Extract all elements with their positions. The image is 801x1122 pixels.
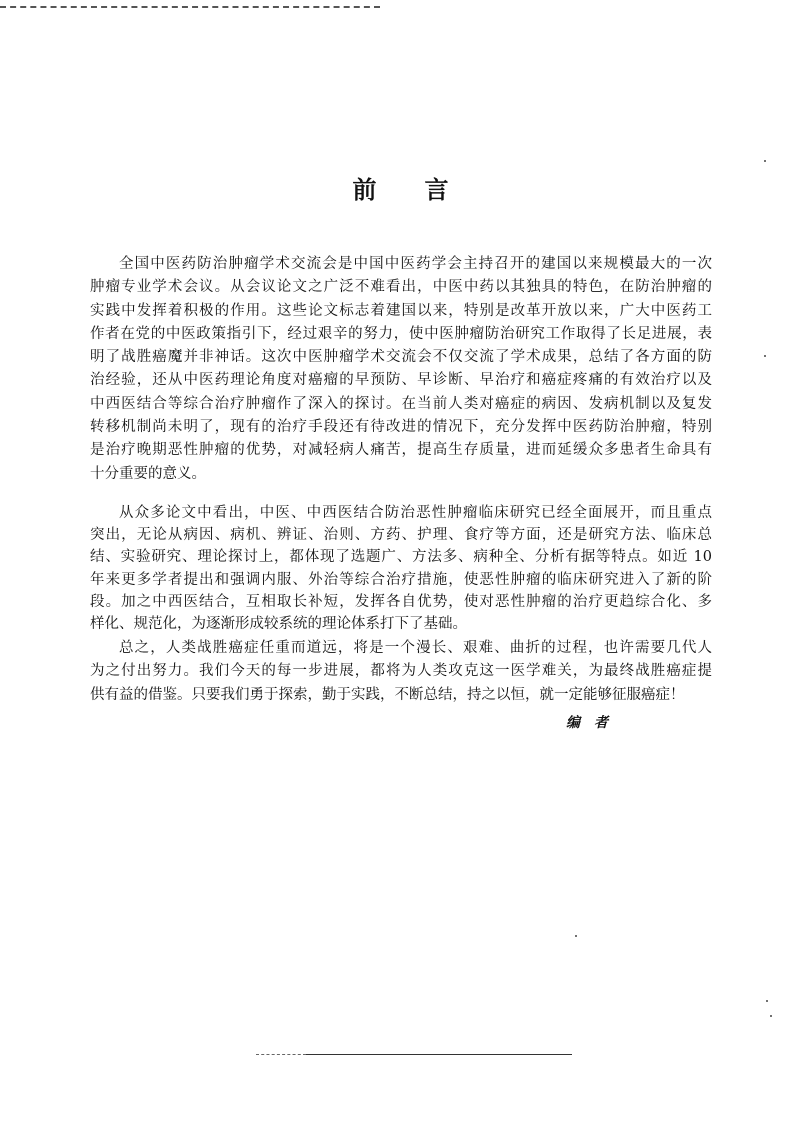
text-line: 结、实验研究、理论探讨上，都体现了选题广、方法多、病种全、分析有据等特点。如近 10 [90,549,712,566]
text-line: 治经验，还从中医药理论角度对癌瘤的早预防、早诊断、早治疗和癌症疼痛的有效治疗以及 [90,372,712,389]
text-line: 作者在党的中医政策指引下，经过艰辛的努力，使中医肿瘤防治研究工作取得了长足进展，表 [90,325,712,342]
title-char-2: 言 [424,175,449,204]
text-line: 突出，无论从病因、病机、辨证、治则、方药、护理、食疗等方面，还是研究方法、临床总 [90,527,712,544]
text-line: 转移机制尚未明了，现有的治疗手段还有待改进的情况下，充分发挥中医药防治肿瘤，特别 [90,419,712,436]
text-line: 样化、规范化，为逐渐形成较系统的理论体系打下了基础。 [90,615,467,632]
scan-top-dashed-edge [0,6,380,8]
scan-speck [764,355,766,357]
bottom-rule [262,1054,572,1055]
bottom-dashed-rule [256,1054,306,1055]
text-line: 从众多论文中看出，中医、中西医结合防治恶性肿瘤临床研究已经全面展开，而且重点 [119,505,712,521]
text-line: 十分重要的意义。 [90,465,206,482]
text-line: 全国中医药防治肿瘤学术交流会是中国中医药学会主持召开的建国以来规模最大的一次 [119,256,712,272]
scan-speck [770,1015,772,1017]
page-title [0,170,801,205]
text-line: 为之付出努力。我们今天的每一步进展，都将为人类攻克这一医学难关，为最终战胜癌症提 [90,663,712,680]
text-line: 段。加之中西医结合，互相取长补短，发挥各自优势，使对恶性肿瘤的治疗更趋综合化、多 [90,593,712,610]
text-line: 是治疗晚期恶性肿瘤的优势，对减轻病人痛苦，提高生存质量，进而延缓众多患者生命具有 [90,442,712,459]
text-line: 供有益的借鉴。只要我们勇于探索，勤于实践，不断总结，持之以恒，就一定能够征服癌症！ [90,686,685,703]
scan-speck [766,1000,768,1002]
text-line: 实践中发挥着积极的作用。这些论文标志着建国以来，特别是改革开放以来，广大中医药工 [90,302,712,319]
paragraph [90,253,712,486]
text-line: 肿瘤专业学术会议。从会议论文之广泛不难看出，中医中药以其独具的特色，在防治肿瘤的 [90,279,712,296]
text-line: 总之，人类战胜癌症任重而道远，将是一个漫长、艰难、曲折的过程，也许需要几代人 [119,640,712,656]
paragraph [90,637,712,707]
text-line: 年来更多学者提出和强调内服、外治等综合治疗措施，使恶性肿瘤的临床研究进入了新的阶 [90,571,712,588]
text-line: 明了战胜癌魔并非神话。这次中医肿瘤学术交流会不仅交流了学术成果，总结了各方面的防 [90,349,712,366]
scan-speck [764,160,766,162]
text-line: 中西医结合等综合治疗肿瘤作了深入的探讨。在当前人类对癌症的病因、发病机制以及复发 [90,395,712,412]
scan-speck [575,935,577,937]
title-char-1: 前 [352,175,377,204]
signature-editor: 编者 [566,715,622,731]
paragraph [90,502,712,635]
